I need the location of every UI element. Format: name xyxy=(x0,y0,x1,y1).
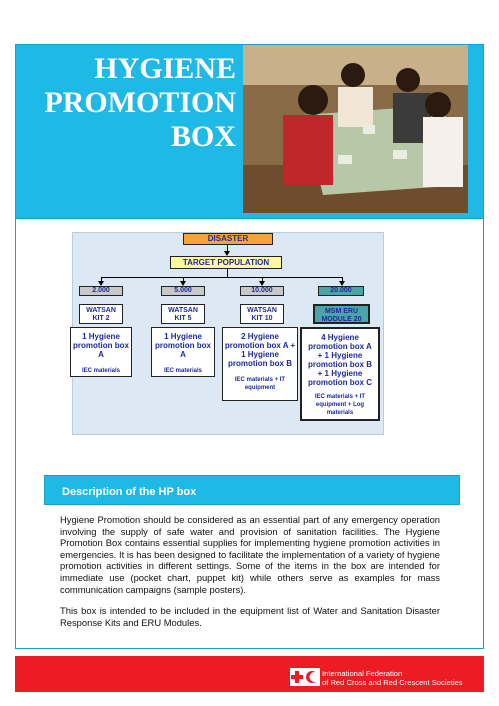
population-10000: 10.000 xyxy=(240,286,284,296)
population-2000: 2.000 xyxy=(79,286,123,296)
target-population-box: TARGET POPULATION xyxy=(170,256,282,269)
contents-line: promotion box A xyxy=(308,342,372,351)
contents-col-1 xyxy=(70,327,132,377)
kit-line: KIT 2 xyxy=(92,315,110,322)
header-photo xyxy=(243,45,468,213)
contents-line: 2 Hygiene xyxy=(241,332,279,341)
contents-line: promotion box B xyxy=(308,360,372,369)
contents-line: 1 Hygiene xyxy=(82,332,120,341)
contents-col-4 xyxy=(300,327,380,421)
contents-line: promotion box xyxy=(155,341,211,350)
kit-watsan-5 xyxy=(161,304,205,324)
org-line-1: International Federation xyxy=(322,669,403,678)
contents-line: A xyxy=(180,350,186,359)
contents-col-2 xyxy=(151,327,215,377)
title-line-2: PROMOTION xyxy=(44,86,236,119)
kit-line: WATSAN xyxy=(86,307,116,314)
kit-line: MODULE 20 xyxy=(321,316,362,323)
kit-line: WATSAN xyxy=(168,307,198,314)
population-20000: 20.000 xyxy=(318,286,364,296)
cross-crescent-icon xyxy=(290,668,320,686)
organization-name xyxy=(322,670,463,687)
extra-line: equipment + Log xyxy=(315,402,365,408)
extra-line: materials xyxy=(326,410,354,416)
description-heading: Description of the HP box xyxy=(62,486,197,498)
title-line-1: HYGIENE xyxy=(94,52,236,85)
contents-line: promotion box C xyxy=(308,378,372,387)
extra-line: IEC materials xyxy=(81,368,121,374)
kit-line: KIT 5 xyxy=(174,315,192,322)
title-line-3: BOX xyxy=(170,120,236,153)
contents-line: + 1 Hygiene xyxy=(317,351,363,360)
contents-line: promotion box A + xyxy=(224,341,296,350)
extra-line: equipment xyxy=(244,385,276,391)
description-paragraph-1: Hygiene Promotion should be considered as an essential part of any emergency operation involving the supply of safe water and provision of sanitation facilities. The Hygiene Promotion Box contains essential supplies for implementing hygiene promotion activities in emergencies. It is has been designed to facilitate the implementation of a variety of hygiene promotion activities in different settings. Some of the items in the box are intended for immediate use (pocket chart, puppet kit) while others serve as examples for mass communication campaigns (sample posters). xyxy=(60,514,440,595)
page-title xyxy=(26,52,236,154)
disaster-box: DISASTER xyxy=(183,233,273,245)
org-line-2: of Red Cross and Red Crescent Societies xyxy=(322,677,463,687)
kit-msm-eru xyxy=(313,304,370,324)
kit-line: KIT 10 xyxy=(251,315,273,322)
extra-line: IEC materials xyxy=(163,368,203,374)
kit-watsan-2 xyxy=(79,304,123,324)
contents-line: 4 Hygiene xyxy=(321,333,359,342)
contents-line: 1 Hygiene xyxy=(164,332,202,341)
contents-line: promotion box B xyxy=(228,359,292,368)
contents-line: promotion box xyxy=(73,341,129,350)
extra-line: IEC materials + IT xyxy=(234,377,286,383)
kit-line: WATSAN xyxy=(247,307,277,314)
contents-col-3 xyxy=(222,327,298,401)
population-5000: 5.000 xyxy=(161,286,205,296)
red-cross-crescent-logo xyxy=(290,668,320,686)
contents-line: + 1 Hygiene xyxy=(317,369,363,378)
kit-watsan-10 xyxy=(240,304,284,324)
description-paragraph-2: This box is intended to be included in the equipment list of Water and Sanitation Disaster Response Kits and ERU Modules. xyxy=(60,605,440,628)
contents-line: 1 Hygiene xyxy=(241,350,279,359)
contents-line: A xyxy=(98,350,104,359)
kit-line: MSM ERU xyxy=(324,308,359,315)
photo-illustration xyxy=(243,45,468,213)
extra-line: IEC materials + IT xyxy=(314,394,366,400)
